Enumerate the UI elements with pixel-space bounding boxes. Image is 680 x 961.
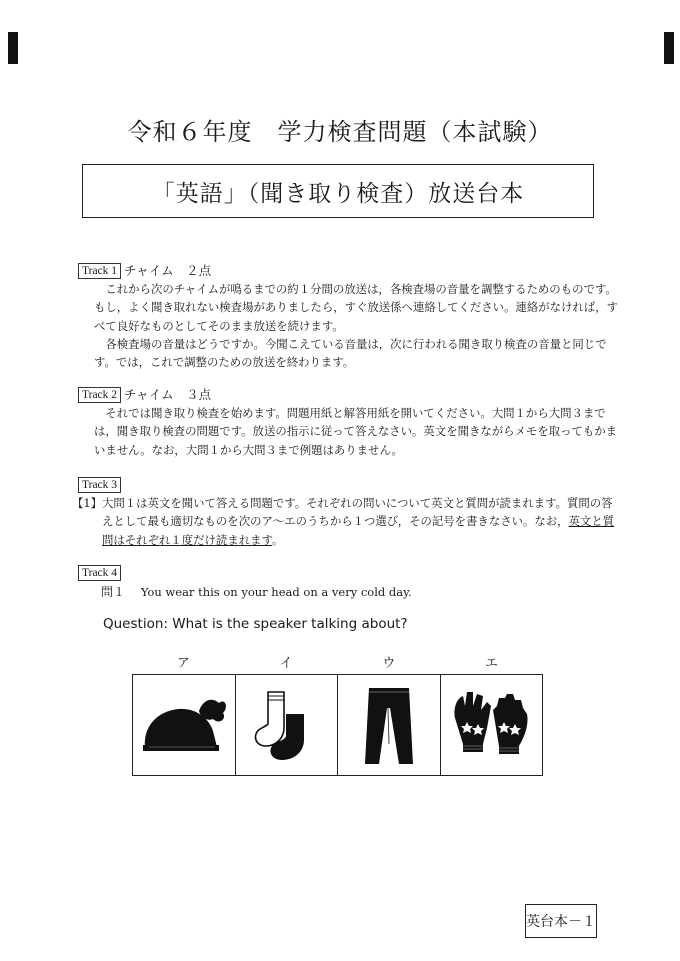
subtitle: 「英語」（聞き取り検査）放送台本 xyxy=(151,180,525,207)
track-1-header xyxy=(78,262,618,280)
pants-icon xyxy=(361,684,417,766)
instruction-end: 。 xyxy=(271,532,284,547)
track-4-header xyxy=(78,564,618,582)
choice-cell-u[interactable] xyxy=(338,675,441,775)
page-code-box xyxy=(525,904,597,938)
track-1-section xyxy=(78,262,618,371)
question-1-row xyxy=(101,583,412,600)
choice-cell-e[interactable] xyxy=(441,675,543,775)
track-2-section xyxy=(78,386,618,459)
track-3-header xyxy=(78,476,618,494)
socks-icon xyxy=(250,688,322,762)
choice-labels xyxy=(132,652,543,671)
page-code: 英台本－１ xyxy=(526,914,596,930)
choice-cell-i[interactable] xyxy=(236,675,339,775)
instruction-text: 大問１は英文を聞いて答える問題です。それぞれの問いについて英文と質問が読まれます。質問の答えとして最も適切なものを次のア～エのうちから１つ選び，その記号を書きなさい。なお， xyxy=(102,496,613,529)
track-2-header xyxy=(78,386,618,404)
subtitle-box xyxy=(82,164,594,218)
track-label: Track 3 xyxy=(78,477,121,493)
choice-cell-a[interactable] xyxy=(133,675,236,775)
track-3-section xyxy=(72,476,618,549)
choice-table xyxy=(132,674,543,776)
problem-1-instructions xyxy=(102,494,618,549)
question-prompt: Question: What is the speaker talking about? xyxy=(103,616,408,632)
track-1-paragraph-1: これから次のチャイムが鳴るまでの約１分間の放送は，各検査場の音量を調整するためのものです。もし，よく聞き取れない検査場がありましたら，すぐ放送係へ連絡してください。連絡がなければ，すべて良好なものとしてそのまま放送を続けます。 xyxy=(94,282,618,333)
track-1-paragraph-2: 各検査場の音量はどうですか。今聞こえている音量は，次に行われる聞き取り検査の音量と同じです。では，これで調整のための放送を終わります。 xyxy=(94,336,607,370)
choice-label-e: エ xyxy=(485,656,499,671)
track-2-paragraph-1: それでは聞き取り検査を始めます。問題用紙と解答用紙を開いてください。大問１から大問３までは，聞き取り検査の問題です。放送の指示に従って答えなさい。英文を聞きながらメモを取ってもかまいません。なお，大問１から大問３まで例題はありません。 xyxy=(94,406,618,457)
registration-mark-right xyxy=(664,32,674,64)
track-heading: チャイム ３点 xyxy=(124,387,212,402)
instruction-underlined: 英文と質問はそれぞれ１度だけ読まれます xyxy=(102,514,615,547)
question-number: 問１ xyxy=(101,585,126,599)
track-label: Track 2 xyxy=(78,387,121,403)
knit-hat-icon xyxy=(139,695,229,755)
choice-label-i: イ xyxy=(279,656,293,671)
track-4-section xyxy=(78,564,618,582)
gloves-icon xyxy=(449,688,533,762)
track-heading: チャイム ２点 xyxy=(124,263,212,278)
track-label: Track 1 xyxy=(78,263,121,279)
choice-label-a: ア xyxy=(176,656,190,671)
exam-title: 令和６年度 学力検査問題（本試験） xyxy=(127,118,553,146)
registration-mark-left xyxy=(8,32,18,64)
question-statement: You wear this on your head on a very cold day. xyxy=(140,585,412,599)
problem-number: 【1】 xyxy=(72,496,103,510)
track-label: Track 4 xyxy=(78,565,121,581)
choice-label-u: ウ xyxy=(382,656,396,671)
problem-1-block xyxy=(72,494,618,549)
